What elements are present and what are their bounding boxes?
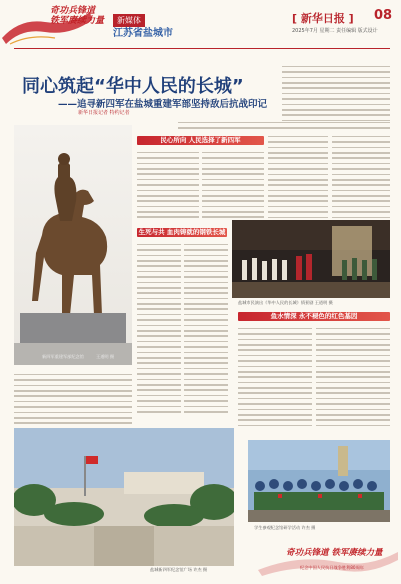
article-subhead: ——追寻新四军在盐城重建军部坚持敌后抗战印记 bbox=[58, 99, 268, 110]
article-byline: 新华日报记者 特约记者 bbox=[78, 110, 130, 116]
left-col-text bbox=[14, 370, 132, 430]
statue-photo bbox=[14, 125, 132, 365]
children-caption: 学生参观纪念馆研学活动 许杰 摄 bbox=[254, 525, 316, 530]
footer-slogan: 奇功兵锋道 铁军赓续力量 bbox=[286, 548, 383, 558]
article-headline: 同心筑起“华中人民的长城” bbox=[22, 76, 244, 97]
statue-caption: 新四军重建军部纪念馆 bbox=[42, 354, 84, 359]
children-photo bbox=[248, 440, 390, 522]
footer-note: 纪念中国人民抗日战争胜利80周年 bbox=[300, 565, 364, 570]
performance-photo bbox=[232, 220, 390, 298]
header-slogan-line1: 奇功兵锋道 bbox=[50, 6, 96, 16]
intro-text-wide bbox=[178, 118, 390, 130]
intro-text-block bbox=[282, 62, 390, 122]
date-line: 2025年7月 星期二 责任编辑 版式设计 bbox=[292, 28, 378, 34]
section-1-col-4 bbox=[332, 132, 390, 220]
section-2-col-1 bbox=[137, 240, 181, 420]
performance-caption: 盐城市民演出《华中人民的长城》情景剧 王道明 摄 bbox=[238, 300, 333, 305]
section-banner-3: 鱼水情深 永不褪色的红色基因 bbox=[238, 312, 390, 321]
section-tag: 新媒体 bbox=[113, 14, 145, 27]
section-2-col-2 bbox=[184, 240, 228, 420]
section-1-col-1 bbox=[137, 148, 199, 220]
memorial-caption: 盐城新四军纪念馆广场 许杰 摄 bbox=[150, 567, 208, 572]
section-1-col-3 bbox=[268, 132, 328, 220]
header-slogan-line2: 铁军赓续力量 bbox=[50, 16, 105, 26]
section-banner-2: 生死与共 血肉铸就的钢铁长城 bbox=[138, 228, 226, 236]
section-title: 江苏省盐城市 bbox=[113, 28, 173, 39]
header-rule bbox=[14, 48, 390, 49]
section-banner-1: 民心所向 人民选择了新四军 bbox=[137, 136, 264, 145]
memorial-photo bbox=[14, 428, 234, 566]
masthead: [ 新华日报 ] bbox=[292, 12, 354, 25]
page-number: 08 bbox=[374, 8, 393, 23]
section-3-col-1 bbox=[238, 324, 312, 434]
section-3-col-2 bbox=[316, 324, 390, 434]
statue-photographer: 王道明 摄 bbox=[96, 354, 115, 359]
section-1-col-2 bbox=[202, 148, 264, 220]
